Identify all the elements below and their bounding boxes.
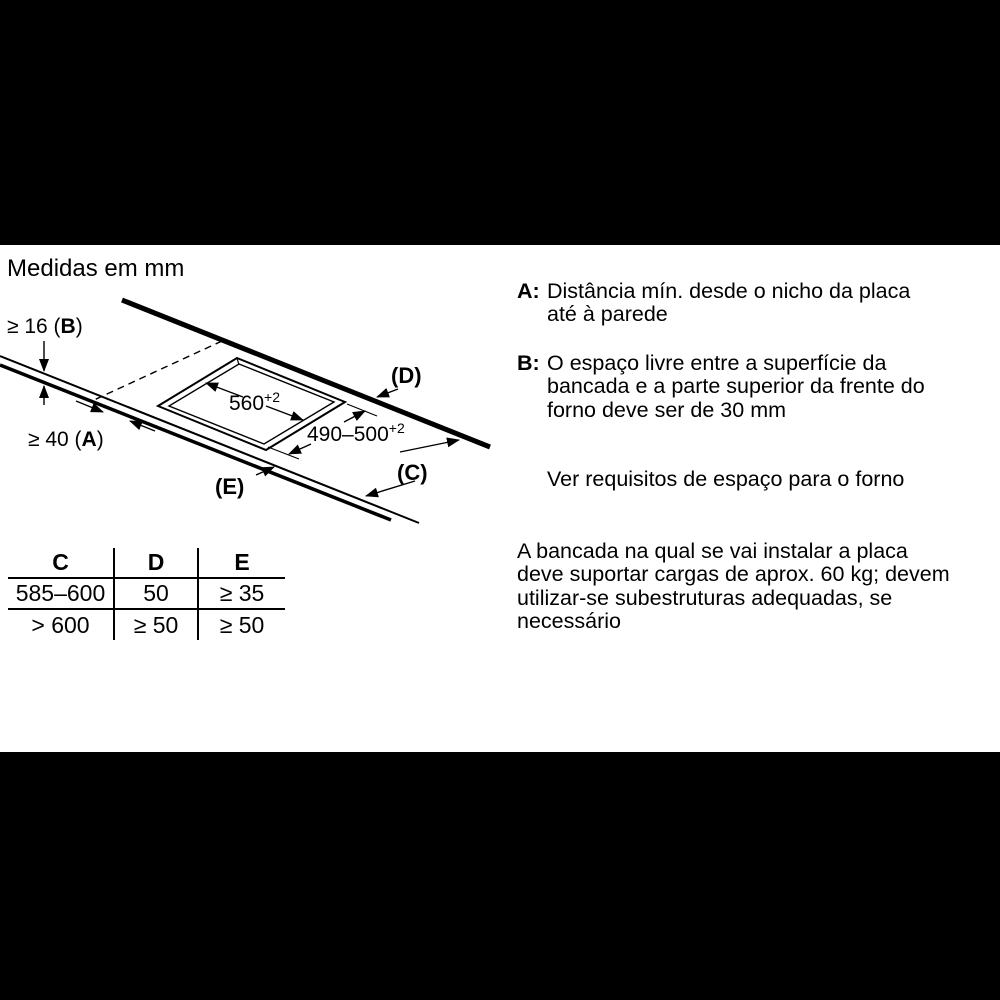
cutout-width-dim: $560^{+2}$ bbox=[229, 389, 281, 415]
cutout-depth-dim: $490-500^{+2}$ bbox=[307, 420, 405, 446]
installation-diagram bbox=[0, 280, 510, 540]
table-header-d: D bbox=[114, 548, 198, 578]
label-d-arrow bbox=[377, 389, 398, 397]
note-a-text: Distância mín. desde o nicho da placa até à parede bbox=[547, 279, 911, 327]
note-b bbox=[517, 352, 987, 422]
table-header-row bbox=[8, 548, 285, 578]
oven-space-note: Ver requisitos de espaço para o forno bbox=[547, 467, 905, 491]
table-cell: ≥ 50 bbox=[198, 609, 285, 640]
width-dim-arrow-right bbox=[266, 406, 303, 420]
dimension-table bbox=[8, 548, 285, 640]
dim-b-label: ≥ 16 (B) bbox=[7, 315, 83, 338]
table-cell: ≥ 35 bbox=[198, 578, 285, 609]
label-e: (E) bbox=[215, 474, 245, 499]
table-row bbox=[8, 578, 285, 609]
depth-dim-arrow-up bbox=[344, 411, 365, 422]
note-a-label: A: bbox=[517, 279, 540, 303]
table-cell: 50 bbox=[114, 578, 198, 609]
depth-extension-line-1 bbox=[347, 404, 377, 416]
note-b-text: O espaço livre entre a superfície da bancada e a parte superior da frente do forno deve ser de 30 mm bbox=[547, 351, 925, 422]
note-a bbox=[517, 280, 987, 327]
page-title: Medidas em mm bbox=[7, 255, 185, 282]
table-cell: > 600 bbox=[31, 611, 90, 638]
table-cell: ≥ 50 bbox=[114, 609, 198, 640]
note-b-label: B: bbox=[517, 351, 540, 375]
table-row bbox=[8, 609, 285, 640]
top-letterbox-bar bbox=[0, 0, 1000, 245]
dashed-guide-line bbox=[94, 341, 222, 400]
table-header-c: C bbox=[8, 548, 114, 578]
label-c-arrow-up bbox=[400, 440, 459, 452]
label-c: (C) bbox=[397, 460, 428, 485]
load-capacity-note: A bancada na qual se vai instalar a placa deve suportar cargas de aprox. 60 kg; devem utilizar-se subestruturas adequadas, se necessário bbox=[517, 539, 950, 634]
bottom-letterbox-bar bbox=[0, 752, 1000, 1000]
dim-a-label: ≥ 40 (A) bbox=[28, 428, 104, 451]
table-cell: 585–600 bbox=[8, 578, 114, 609]
table-header-e: E bbox=[198, 548, 285, 578]
label-d: (D) bbox=[391, 363, 422, 388]
depth-extension-line-2 bbox=[268, 447, 299, 459]
